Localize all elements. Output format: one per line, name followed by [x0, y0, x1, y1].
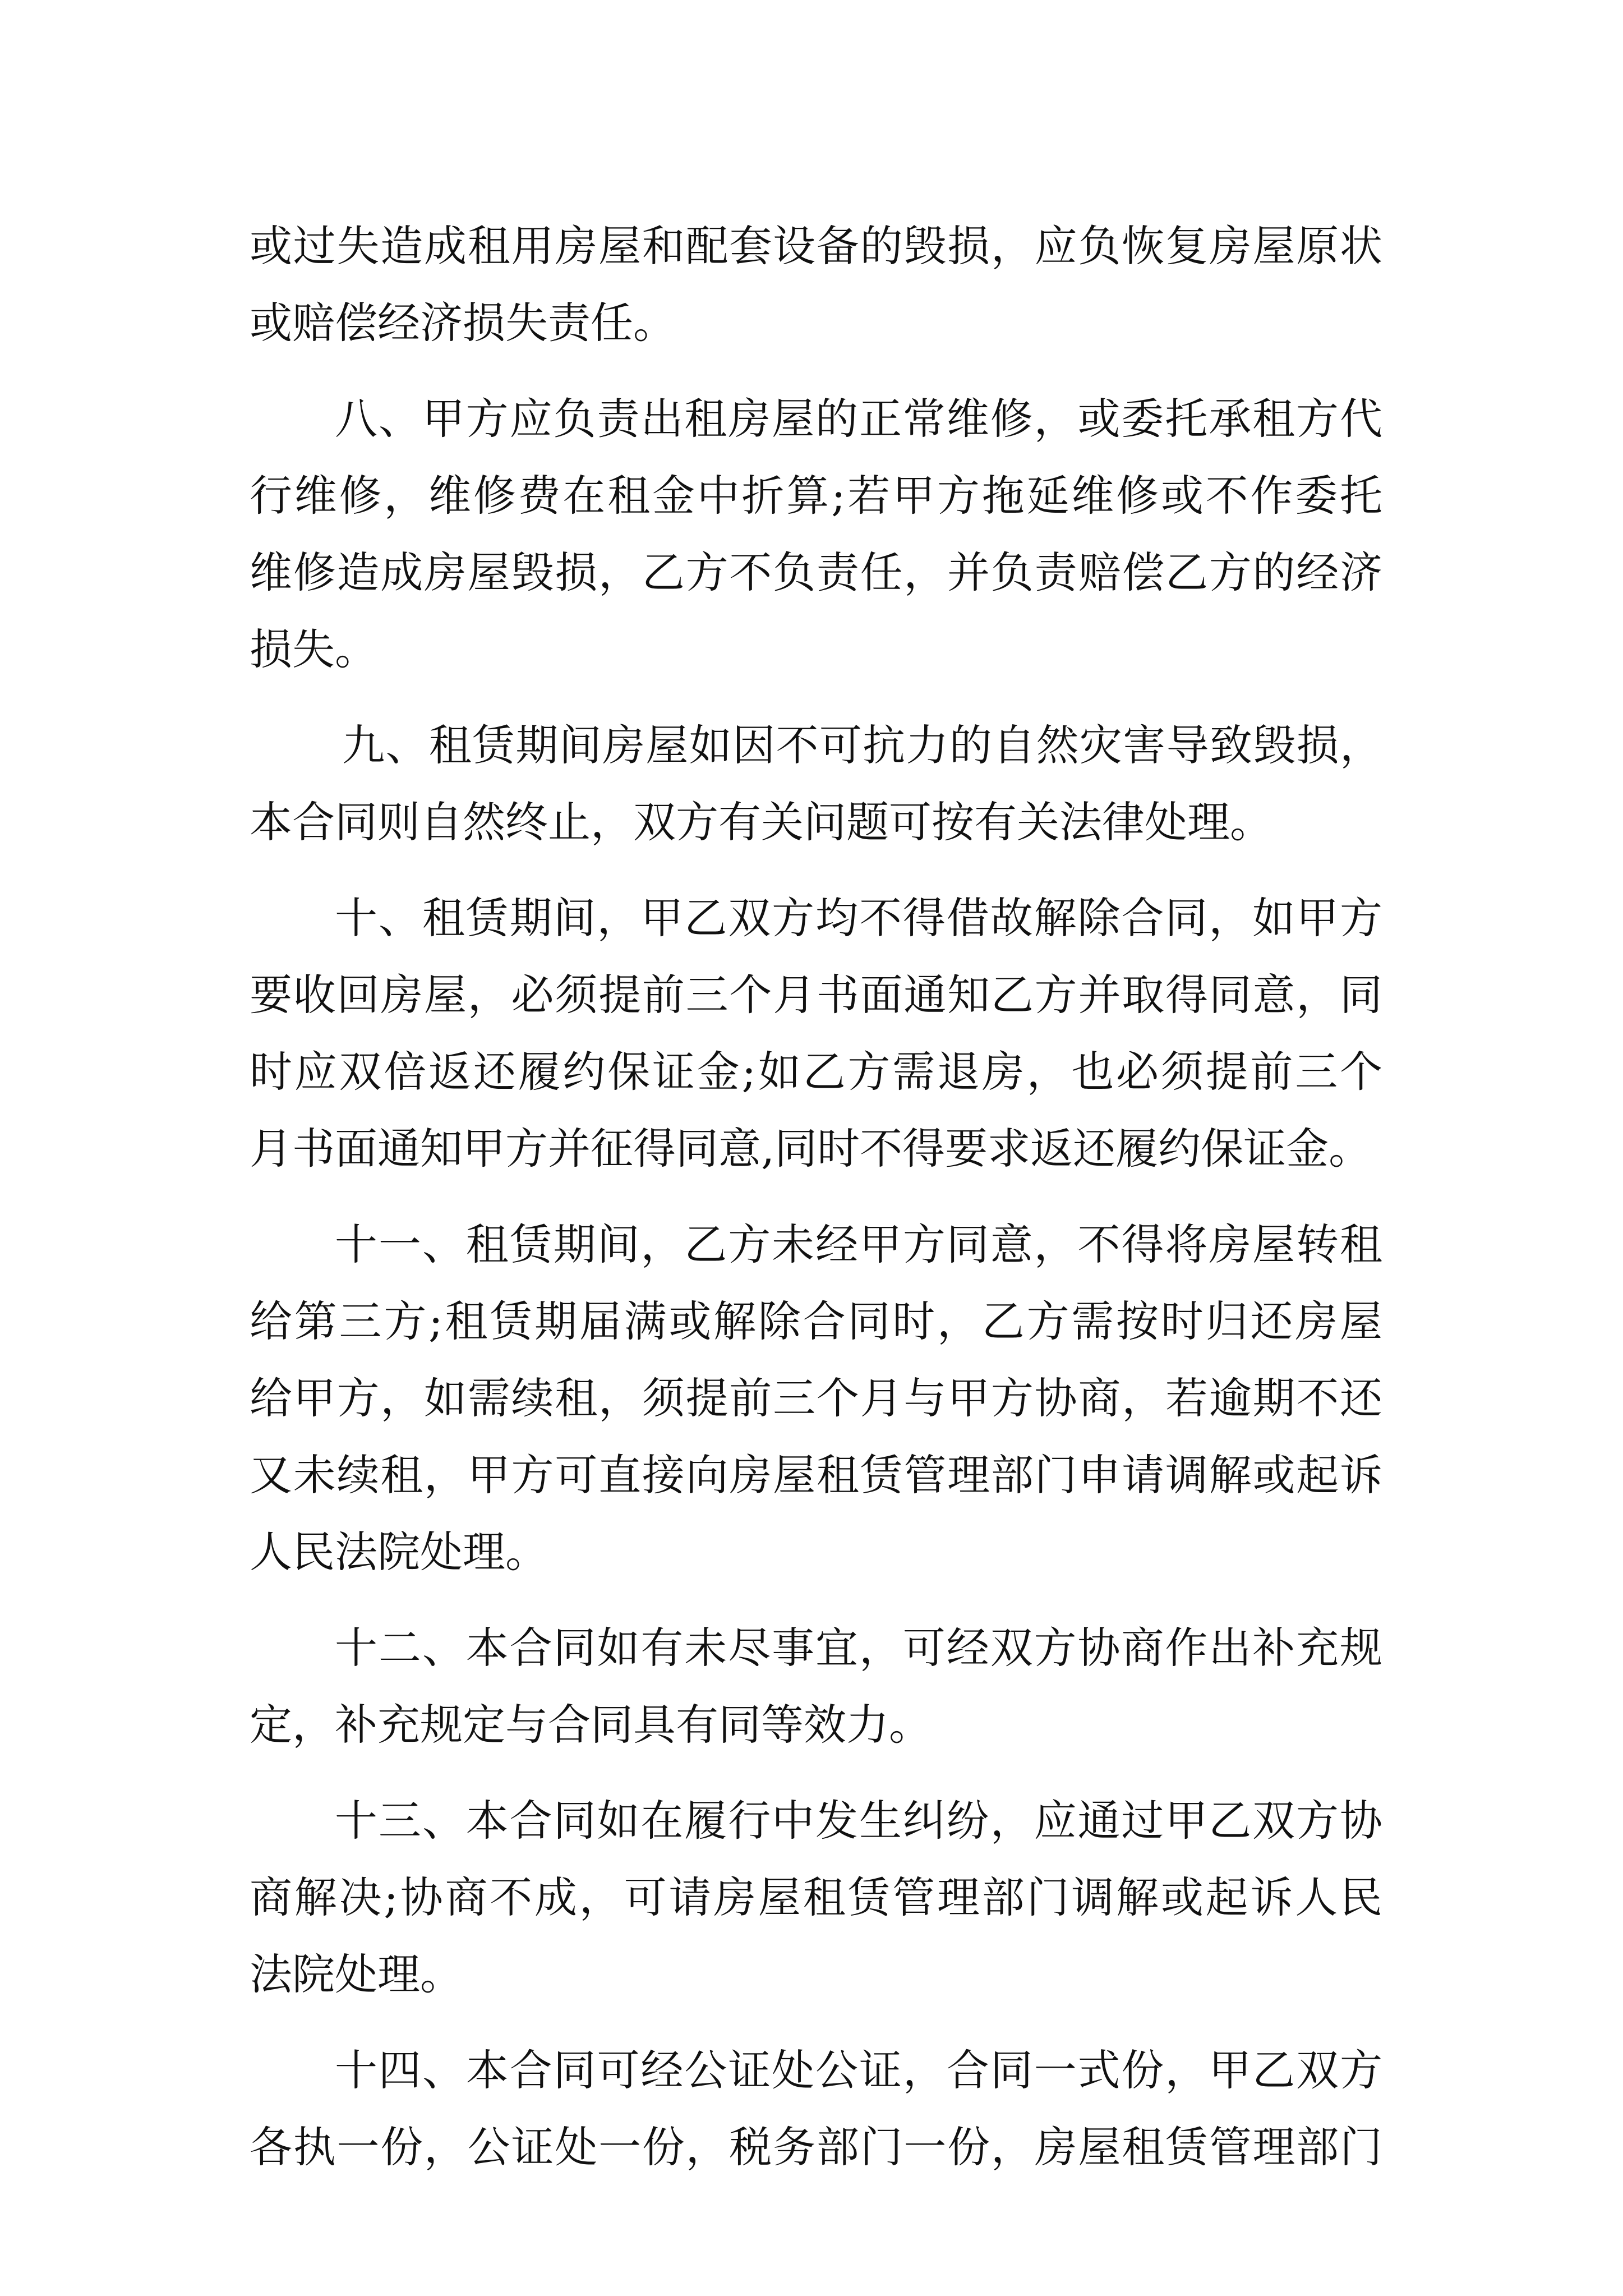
text-line: 或赔偿经济损失责任。 — [250, 298, 676, 348]
paragraph — [250, 880, 1382, 1187]
text-line: 各执一份，公证处一份，税务部门一份，房屋租赁管理部门 — [250, 2122, 1382, 2172]
paragraph — [250, 1782, 1382, 2013]
paragraph — [250, 1206, 1382, 1590]
text-line: 要收回房屋，必须提前三个月书面通知乙方并取得同意，同 — [250, 970, 1382, 1020]
text-line: 时应双倍返还履约保证金;如乙方需退房，也必须提前三个 — [250, 1047, 1382, 1097]
text-line: 本合同则自然终止，双方有关问题可按有关法律处理。 — [250, 797, 1272, 847]
text-line: 损失。 — [250, 624, 377, 674]
paragraph — [250, 707, 1382, 861]
paragraph — [250, 1609, 1382, 1763]
text-line: 行维修，维修费在租金中折算;若甲方拖延维修或不作委托 — [250, 471, 1382, 521]
paragraph — [250, 208, 1382, 361]
text-line: 八、甲方应负责出租房屋的正常维修，或委托承租方代 — [335, 394, 1382, 444]
text-line: 又未续租，甲方可直接向房屋租赁管理部门申请调解或起诉 — [250, 1450, 1382, 1500]
paragraph — [250, 380, 1382, 688]
text-line: 商解决;协商不成，可请房屋租赁管理部门调解或起诉人民 — [250, 1872, 1382, 1922]
text-line: 给第三方;租赁期届满或解除合同时，乙方需按时归还房屋 — [250, 1296, 1382, 1346]
text-line: 十三、本合同如在履行中发生纠纷，应通过甲乙双方协 — [335, 1796, 1382, 1846]
text-line: 月书面通知甲方并征得同意,同时不得要求返还履约保证金。 — [250, 1124, 1372, 1174]
text-line: 或过失造成租用房屋和配套设备的毁损，应负恢复房屋原状 — [250, 221, 1382, 271]
text-line: 给甲方，如需续租，须提前三个月与甲方协商，若逾期不还 — [250, 1373, 1382, 1423]
text-line: 法院处理。 — [250, 1949, 463, 1999]
paragraph — [250, 2032, 1382, 2185]
text-line: 十二、本合同如有未尽事宜，可经双方协商作出补充规 — [335, 1623, 1382, 1673]
document-body — [250, 208, 1382, 2185]
text-line: 十一、租赁期间，乙方未经甲方同意，不得将房屋转租 — [335, 1220, 1382, 1269]
text-line: 定，补充规定与合同具有同等效力。 — [250, 1700, 932, 1750]
text-line: 十四、本合同可经公证处公证，合同一式份，甲乙双方 — [335, 2045, 1382, 2095]
text-line: 维修造成房屋毁损，乙方不负责任，并负责赔偿乙方的经济 — [250, 547, 1382, 597]
text-line: 十、租赁期间，甲乙双方均不得借故解除合同，如甲方 — [335, 893, 1382, 943]
text-line: 九、租赁期间房屋如因不可抗力的自然灾害导致毁损， — [342, 720, 1382, 770]
text-line: 人民法院处理。 — [250, 1527, 548, 1577]
